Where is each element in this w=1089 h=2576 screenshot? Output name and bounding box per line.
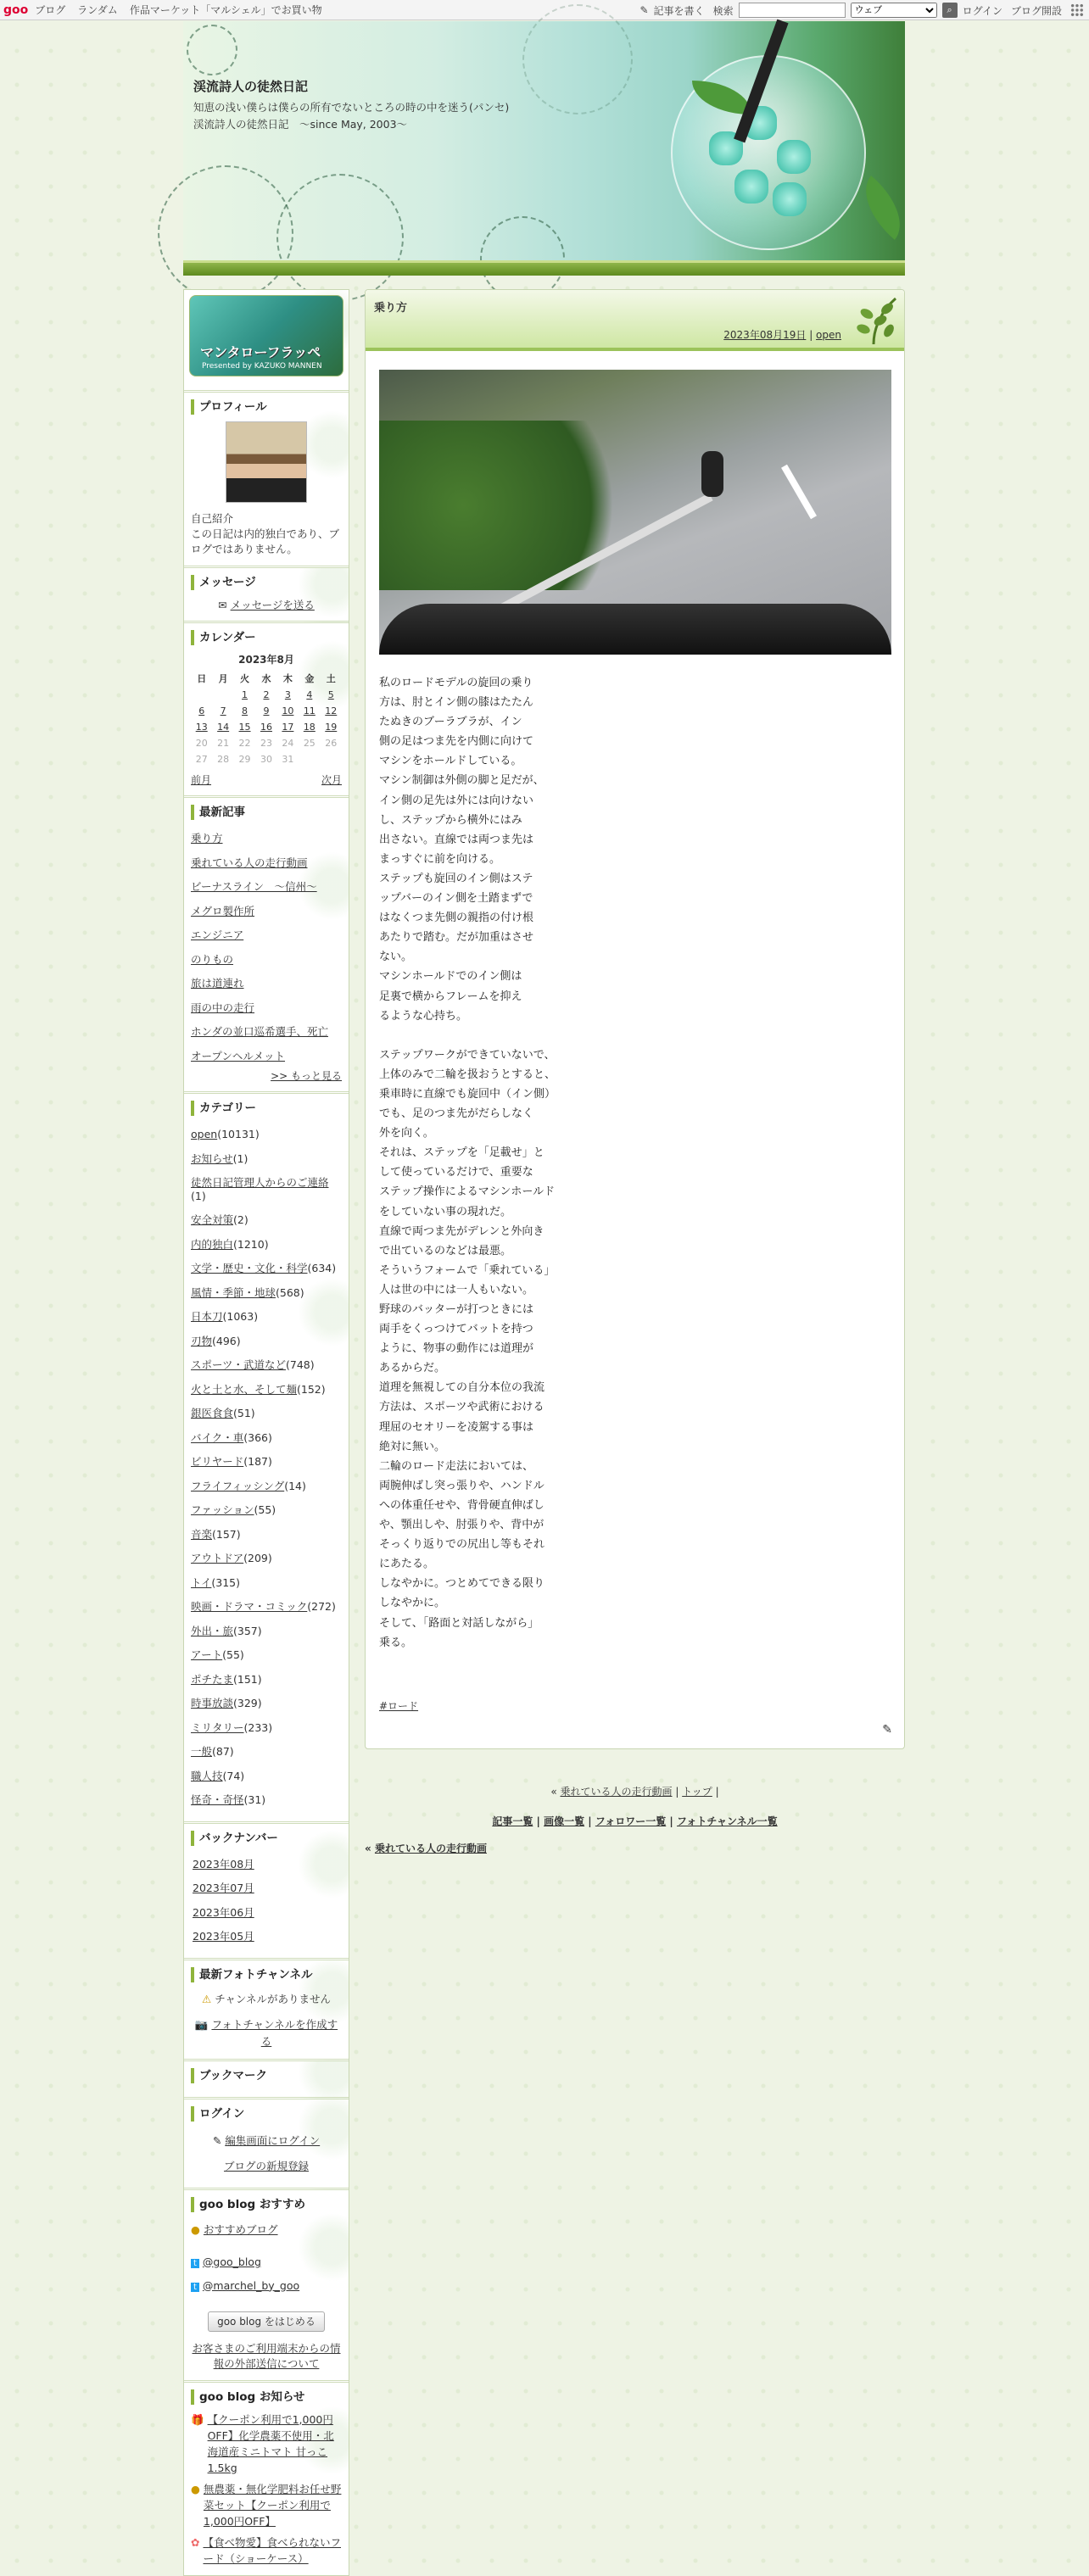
list-links [365, 1814, 905, 1828]
calendar-prev-link[interactable]: 前月 [191, 774, 212, 786]
category-item [191, 1498, 342, 1523]
category-link[interactable]: 風情・季節・地球 [191, 1285, 276, 1299]
category-item [191, 1643, 342, 1668]
entry-meta-separator: | [806, 329, 817, 341]
entry-meta [723, 327, 841, 342]
categories-box [184, 1094, 349, 1824]
category-link[interactable]: 徒然日記管理人からのご連絡 [191, 1176, 329, 1189]
calendar-day: 22 [238, 738, 251, 749]
sidebar [183, 289, 349, 2576]
calendar-day[interactable]: 16 [260, 722, 272, 733]
news-link[interactable]: 【食べ物愛】食べられないフード（ショーケース） [203, 2535, 341, 2565]
badge-title: マンタローフラッペ [200, 344, 321, 360]
category-count: (357) [233, 1624, 262, 1637]
category-list [191, 1123, 342, 1813]
write-post-link[interactable]: 記事を書く [653, 4, 705, 17]
entry-date-link[interactable]: 2023年08月19日 [723, 329, 807, 341]
calendar-day-header: 土 [326, 673, 336, 684]
image-list-link[interactable]: 画像一覧 [544, 1815, 585, 1827]
warning-icon: ⚠ [202, 1992, 212, 2005]
prev-entry-link[interactable]: 乗れている人の走行動画 [560, 1786, 673, 1798]
calendar-day: 24 [282, 738, 294, 749]
category-item [191, 1571, 342, 1596]
category-count: (1) [232, 1151, 249, 1165]
recommend-heading: goo blog おすすめ [191, 2197, 342, 2212]
category-link[interactable]: アート [191, 1648, 223, 1661]
category-item [191, 1523, 342, 1547]
backnumber-link[interactable]: 2023年05月 [193, 1930, 254, 1943]
calendar-day[interactable]: 17 [282, 722, 294, 733]
calendar-day[interactable]: 13 [195, 722, 208, 733]
list-separator: | [533, 1815, 544, 1827]
category-count: (748) [286, 1358, 315, 1371]
category-count: (74) [222, 1769, 245, 1782]
calendar-day-header: 日 [197, 673, 207, 684]
calendar-day: 27 [195, 754, 208, 765]
category-item [191, 1475, 342, 1499]
blog-header [183, 21, 905, 276]
search-scope-select[interactable] [851, 3, 937, 18]
category-link[interactable]: 刃物 [191, 1334, 213, 1347]
calendar-day: 25 [303, 738, 316, 749]
news-link[interactable]: 【クーポン利用で1,000円OFF】化学農薬不使用・北海道産ミニトマト 甘っこ1.5kg [207, 2412, 334, 2474]
recent-post-link[interactable]: オープンヘルメット [191, 1049, 286, 1062]
news-heading: goo blog お知らせ [191, 2389, 342, 2405]
category-link[interactable]: ミリタリー [191, 1720, 244, 1734]
envelope-icon: ✉ [218, 599, 227, 611]
category-item [191, 1208, 342, 1233]
recent-post-link[interactable]: のりもの [191, 952, 234, 966]
calendar-day[interactable]: 9 [263, 705, 270, 716]
category-count: (87) [212, 1745, 234, 1758]
gift-icon: 🎁 [191, 2412, 204, 2426]
calendar-day[interactable]: 19 [325, 722, 338, 733]
topbar-link-random[interactable]: ランダム [77, 4, 118, 16]
category-item [191, 1402, 342, 1426]
recent-post-link[interactable]: ビーナスライン ～信州～ [191, 880, 317, 893]
category-item [191, 1233, 342, 1257]
news-link[interactable]: 無農薬・無化学肥料お任せ野菜セット【クーポン利用で1,000円OFF】 [203, 2482, 342, 2528]
category-count: (187) [243, 1455, 272, 1468]
profile-heading: プロフィール [191, 399, 342, 415]
category-count: (157) [212, 1527, 241, 1541]
send-message-link[interactable]: メッセージを送る [230, 599, 315, 611]
category-item [191, 1257, 342, 1281]
profile-intro-label: 自己紹介 [191, 512, 234, 525]
category-count: (1210) [233, 1237, 269, 1251]
backnumber-box [184, 1824, 349, 1960]
pager-prefix: « [365, 1843, 375, 1854]
mandala-ornament [158, 165, 293, 301]
create-photochannel-link[interactable]: フォトチャンネルを作成する [211, 2017, 338, 2048]
category-link[interactable]: ビリヤード [191, 1455, 244, 1468]
photochannel-list-link[interactable]: フォトチャンネル一覧 [677, 1815, 778, 1827]
category-count: (272) [307, 1600, 336, 1613]
news-box [184, 2383, 349, 2575]
recent-posts-heading: 最新記事 [191, 805, 342, 820]
top-link[interactable]: トップ [682, 1786, 712, 1798]
calendar-day-header: 月 [218, 673, 228, 684]
backnumber-link[interactable]: 2023年07月 [193, 1882, 254, 1894]
blog-entry [365, 289, 905, 1749]
calendar-day-header: 木 [282, 673, 293, 684]
category-link[interactable]: 映画・ドラマ・コミック [191, 1600, 308, 1613]
pen-icon: ✎ [212, 2133, 222, 2147]
apps-grid-icon[interactable] [1070, 3, 1084, 17]
calendar-day[interactable]: 6 [198, 705, 205, 716]
twitter-icon: t [191, 2283, 199, 2292]
category-item [191, 1668, 342, 1692]
calendar-day: 30 [260, 754, 272, 765]
message-heading: メッセージ [191, 575, 342, 590]
calendar-day [321, 751, 342, 767]
calendar-day[interactable]: 18 [303, 722, 316, 733]
login-heading: ログイン [191, 2106, 342, 2122]
follower-list-link[interactable]: フォロワー一覧 [595, 1815, 667, 1827]
topbar-right [639, 0, 1089, 20]
category-count: (10131) [217, 1128, 260, 1140]
category-item [191, 1716, 342, 1741]
twitter-marchel-link[interactable]: @marchel_by_goo [202, 2278, 300, 2292]
calendar-day[interactable]: 11 [303, 705, 316, 716]
category-link[interactable]: 一般 [191, 1745, 213, 1758]
mandala-ornament [522, 4, 633, 114]
avatar [226, 421, 307, 503]
entry-title[interactable]: 乗り方 [374, 302, 408, 315]
more-posts-link[interactable]: >> もっと見る [271, 1070, 342, 1082]
category-item [191, 1281, 342, 1306]
category-link[interactable]: open [191, 1128, 218, 1140]
calendar-box [184, 623, 349, 798]
calendar-day: 31 [282, 754, 294, 765]
entry-body: 私のロードモデルの旋回の乗り 方は、肘とイン側の膝はたたん たぬきのブーラブラが、イン 側の足はつま先を内側に向けて マシンをホールドしている。 マシン制御は外側の脚と足だが、 イン側の足先は外には向けない し、ステップから横外にはみ 出さない。直線では両つま先は まっすぐに前を向ける。 ステップも旋回のイン側はステ ップバーのイン側を土踏まずで はなくつま先側の親指の付け根 あたりで踏む。だが加重はさせ ない。 マシンホールドでのイン側は 足裏で横からフレームを抑え るような心持ち。 ステップワークができていないで、 上体のみで二輪を扱おうとすると、 乗車時に直線でも旋回中（イン側） でも、足のつま先がだらしなく 外を向く。 それは、ステップを「足載せ」と して使っているだけで、重要な ステップ操作によるマシンホールド をしていない事の現れだ。 直線で両つま先がデレンと外向き で出ているのなどは最悪。 そういうフォームで「乗れている」 人は世の中には一人もいない。 野球のバッターが打つときには 両手をくっつけてバットを持つ ように、物事の動作には道理が あるからだ。 道理を無視しての自分本位の我流 方法は、スポーツや武術における 理屈のセオリーを凌駕する事は 絶対に無い。 二輪のロード走法においては、 両腕伸ばし突っ張りや、ハンドル への体重任せや、背骨硬直伸ばし や、顎出しや、肘張りや、背中が そっくり返りでの尻出し等もそれ にあたる。 しなやかに。つとめてできる限り しなやかに。 そして、「路面と対話しながら」 乗る。 [379, 677, 556, 1649]
leaf-ornament-icon [848, 293, 899, 348]
profile-intro: この日記は内的独白であり、ブログではありません。 [191, 527, 340, 555]
calendar-day [299, 751, 320, 767]
blog-title[interactable]: 渓流詩人の徒然日記 [193, 79, 309, 94]
calendar-day[interactable]: 4 [306, 689, 313, 700]
calendar-next-link[interactable]: 次月 [321, 774, 342, 786]
camera-icon: 📷 [194, 2017, 209, 2031]
topbar-link-marchel[interactable]: 作品マーケット「マルシェル」でお買い物 [129, 4, 322, 16]
recent-post-link[interactable]: ホンダの並口巡希選手、死亡 [191, 1025, 329, 1038]
calendar-table [191, 670, 342, 767]
twitter-icon: t [191, 2259, 199, 2268]
pager-separator: | [672, 1786, 683, 1798]
category-item [191, 1147, 342, 1172]
category-count: (568) [276, 1285, 304, 1299]
category-count: (634) [307, 1262, 337, 1274]
header-band [183, 260, 905, 276]
calendar-day[interactable]: 2 [263, 689, 270, 700]
category-item [191, 1171, 342, 1208]
badge-subtitle: Presented by KAZUKO MANNEN [202, 362, 322, 371]
category-item [191, 1378, 342, 1402]
mandala-ornament [276, 174, 404, 301]
recent-post-link[interactable]: 雨の中の走行 [191, 1001, 255, 1014]
calendar-day: 29 [238, 754, 251, 765]
recent-post-link[interactable]: 乗れている人の走行動画 [191, 856, 308, 869]
twitter-goo-blog-link[interactable]: @goo_blog [202, 2255, 261, 2268]
list-separator: | [584, 1815, 595, 1827]
pager-separator: | [712, 1786, 719, 1798]
category-count: (1) [191, 1190, 206, 1202]
category-count: (209) [243, 1552, 272, 1564]
badge-box [184, 290, 349, 393]
edit-pen-icon[interactable]: ✎ [882, 1723, 892, 1737]
login-box [184, 2099, 349, 2190]
calendar-day: 23 [260, 738, 272, 749]
search-icon[interactable]: ⌕ [942, 3, 958, 18]
category-count: (152) [297, 1382, 326, 1396]
category-count: (55) [254, 1503, 276, 1516]
calendar-day-header: 火 [240, 673, 250, 684]
category-count: (1063) [222, 1310, 259, 1323]
category-item [191, 1788, 342, 1813]
calendar-day[interactable]: 7 [220, 705, 226, 716]
category-count: (31) [243, 1793, 266, 1806]
photochannel-box [184, 1960, 349, 2061]
category-link[interactable]: ファッション [191, 1503, 254, 1516]
recent-posts-box [184, 798, 349, 1094]
recent-post-link[interactable]: 旅は道連れ [191, 977, 244, 990]
category-link[interactable]: 外出・旅 [191, 1624, 234, 1637]
pen-icon: ✎ [639, 4, 649, 16]
pager-prefix: « [550, 1786, 561, 1798]
backnumber-link[interactable]: 2023年06月 [193, 1905, 254, 1919]
category-link[interactable]: ポチたま [191, 1672, 234, 1686]
photo-road-marking [781, 465, 817, 520]
category-link[interactable]: 時事放談 [191, 1697, 234, 1709]
register-blog-link[interactable]: ブログの新規登録 [223, 2159, 309, 2172]
search-input[interactable] [739, 3, 846, 18]
main-column [365, 289, 905, 1854]
flower-icon: ✿ [191, 2535, 200, 2549]
calendar-day[interactable]: 10 [282, 705, 294, 716]
category-link[interactable]: 安全対策 [191, 1213, 234, 1226]
category-item [191, 1450, 342, 1475]
coin-icon: ● [191, 2482, 200, 2495]
calendar-heading: カレンダー [191, 630, 342, 645]
category-count: (233) [243, 1720, 273, 1734]
recent-post-link[interactable]: 乗り方 [191, 832, 223, 845]
category-item [191, 1330, 342, 1354]
entry-pager [365, 1784, 905, 1798]
bookmark-box [184, 2061, 349, 2099]
backnumber-link[interactable]: 2023年08月 [193, 1857, 254, 1871]
profile-box [184, 393, 349, 568]
category-item [191, 1353, 342, 1378]
page-wrapper [183, 21, 905, 2565]
category-count: (496) [212, 1334, 241, 1347]
calendar-day[interactable]: 5 [327, 689, 334, 700]
mandala-ornament [480, 216, 565, 301]
entry-photo[interactable] [379, 370, 891, 655]
calendar-day[interactable]: 15 [238, 722, 251, 733]
topbar-link-blog[interactable]: ブログ [35, 4, 66, 16]
recommend-box [184, 2190, 349, 2383]
category-link[interactable]: バイク・車 [191, 1430, 244, 1444]
article-list-link[interactable]: 記事一覧 [492, 1815, 533, 1827]
calendar-day[interactable]: 8 [242, 705, 249, 716]
category-count: (51) [233, 1407, 255, 1419]
calendar-day[interactable]: 14 [217, 722, 230, 733]
category-link[interactable]: トイ [191, 1575, 212, 1589]
entry-header [366, 290, 904, 351]
list-separator: | [666, 1815, 677, 1827]
calendar-day: 26 [325, 738, 338, 749]
category-link[interactable]: 職人技 [191, 1769, 223, 1782]
category-link[interactable]: お知らせ [191, 1151, 233, 1165]
badge-banner[interactable] [189, 295, 343, 376]
recent-post-link[interactable]: メグロ製作所 [191, 904, 255, 917]
bookmark-heading: ブックマーク [191, 2068, 342, 2083]
calendar-day [212, 687, 233, 703]
search-label: 検索 [712, 4, 734, 17]
category-item [191, 1620, 342, 1644]
category-link[interactable]: 文学・歴史・文化・科学 [191, 1262, 308, 1274]
category-link[interactable]: 怪奇・奇怪 [191, 1793, 244, 1806]
category-link[interactable]: 音楽 [191, 1527, 213, 1541]
category-count: (329) [233, 1697, 262, 1709]
category-count: (151) [233, 1672, 262, 1686]
photo-bush [379, 421, 659, 590]
calendar-day[interactable]: 3 [284, 689, 291, 700]
calendar-day[interactable]: 12 [325, 705, 338, 716]
photo-handlebar [379, 604, 891, 655]
category-item [191, 1595, 342, 1620]
photochannel-heading: 最新フォトチャンネル [191, 1967, 342, 1982]
bottom-prev-entry-link[interactable]: 乗れている人の走行動画 [374, 1843, 487, 1854]
blog-description: 知恵の浅い僕らは僕らの所有でないところの時の中を迷う(パンセ) 渓流詩人の徒然日記 ～since May, 2003～ [193, 101, 520, 131]
category-count: (55) [222, 1648, 244, 1661]
goo-logo[interactable]: goo [3, 3, 29, 17]
category-link[interactable]: 日本刀 [191, 1310, 223, 1323]
category-link[interactable]: アウトドア [191, 1552, 244, 1564]
calendar-day[interactable]: 1 [242, 689, 249, 700]
photo-motorcycle [701, 451, 723, 497]
category-link[interactable]: フライフィッシング [191, 1479, 285, 1492]
mandala-ornament [187, 25, 237, 75]
category-link[interactable]: 銀医食食 [191, 1407, 234, 1419]
edit-login-link[interactable]: 編集画面にログイン [225, 2133, 321, 2147]
bottom-pager [365, 1841, 487, 1855]
ice-decoration [773, 182, 807, 216]
category-item [191, 1426, 342, 1451]
category-count: (2) [233, 1213, 249, 1226]
calendar-nav [191, 772, 342, 787]
categories-heading: カテゴリー [191, 1101, 342, 1116]
entry-category-link[interactable]: open [816, 329, 841, 341]
category-item [191, 1547, 342, 1571]
category-item [191, 1305, 342, 1330]
category-item [191, 1692, 342, 1716]
backnumber-heading: バックナンバー [191, 1831, 342, 1846]
bulb-icon: ● [191, 2222, 200, 2236]
calendar-day: 28 [217, 754, 230, 765]
external-transmission-link[interactable]: お客さまのご利用端末からの情報の外部送信について [192, 2341, 341, 2370]
no-channel-text: チャンネルがありません [215, 1992, 331, 2005]
calendar-day [191, 687, 212, 703]
recent-post-link[interactable]: エンジニア [191, 928, 244, 941]
category-count: (366) [243, 1430, 272, 1444]
ice-decoration [734, 170, 768, 204]
login-link[interactable]: ログイン [962, 4, 1002, 17]
message-box [184, 568, 349, 623]
calendar-day: 20 [195, 738, 208, 749]
category-count: (315) [211, 1575, 241, 1589]
category-item [191, 1123, 342, 1147]
calendar-day-header: 水 [261, 673, 271, 684]
category-link[interactable]: 内的独白 [191, 1237, 234, 1251]
entry-tag-link[interactable]: #ロード [379, 1700, 419, 1712]
category-item [191, 1740, 342, 1765]
category-count: (14) [284, 1479, 306, 1492]
category-item [191, 1765, 342, 1789]
open-blog-link[interactable]: ブログ開設 [1010, 4, 1062, 17]
start-goo-blog-button[interactable]: goo blog をはじめる [208, 2311, 325, 2332]
ice-decoration [777, 140, 811, 174]
category-link[interactable]: スポーツ・武道など [191, 1358, 287, 1371]
calendar-caption: 2023年8月 [238, 654, 294, 666]
recommended-blogs-link[interactable]: おすすめブログ [203, 2222, 278, 2236]
calendar-day: 21 [217, 738, 230, 749]
calendar-day-header: 金 [304, 673, 315, 684]
category-link[interactable]: 火と土と水、そして麺 [191, 1382, 298, 1396]
